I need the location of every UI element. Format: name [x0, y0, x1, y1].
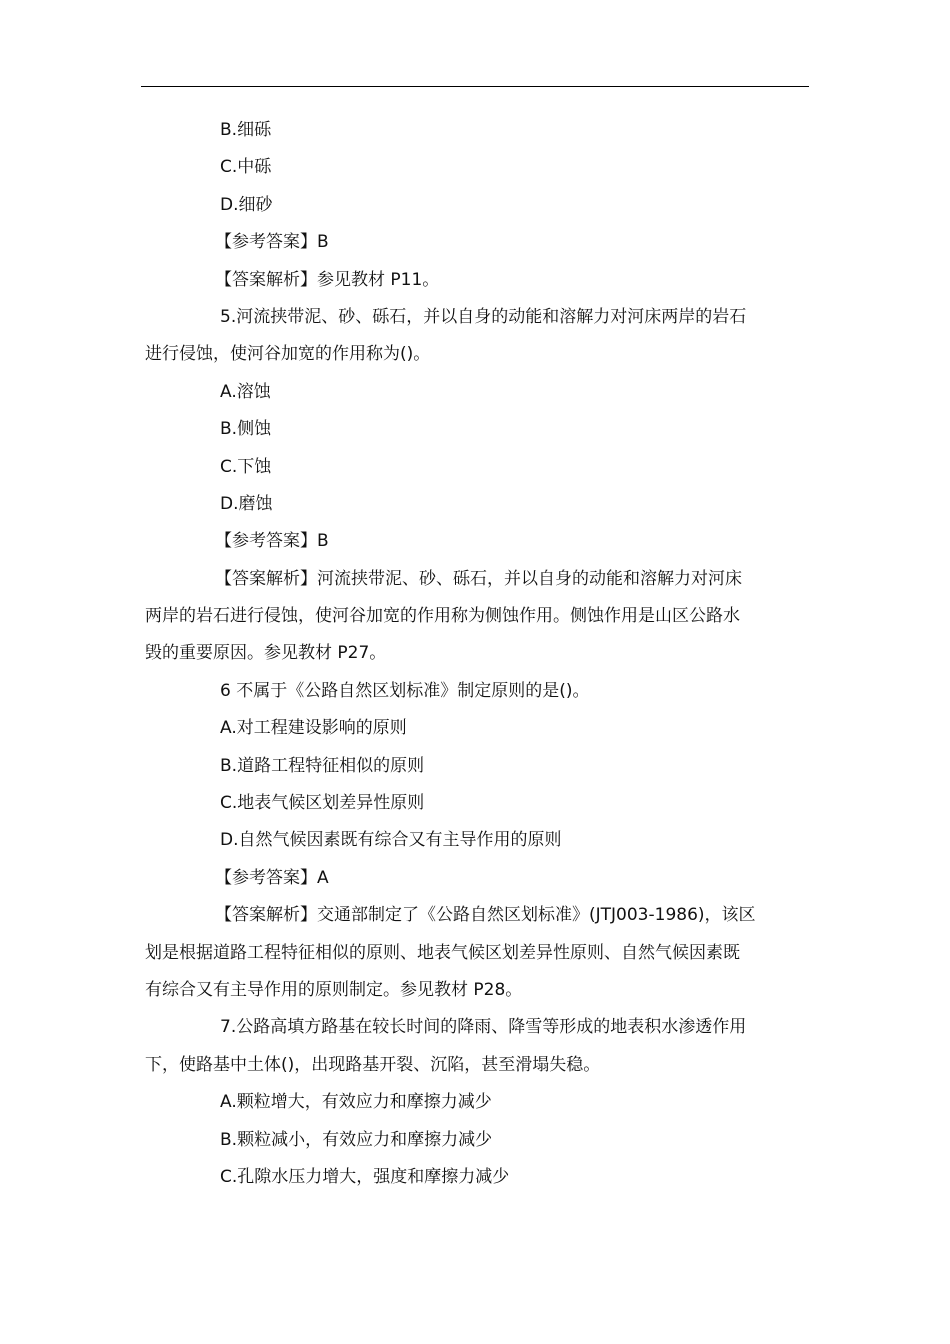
option-c: C.孔隙水压力增大，强度和摩擦力减少 [220, 1166, 510, 1187]
option-d-fine-sand: D.细砂 [220, 194, 273, 215]
answer-explanation: 【答案解析】交通部制定了《公路自然区划标准》(JTJ003-1986)，该区 [215, 905, 756, 926]
answer-explanation-continuation: 划是根据道路工程特征相似的原则、地表气候区划差异性原则、自然气候因素既 [145, 942, 740, 963]
question-7-continuation: 下，使路基中土体()，出现路基开裂、沉陷，甚至滑塌失稳。 [145, 1054, 601, 1075]
option-a: A.对工程建设影响的原则 [220, 718, 407, 739]
option-d: D.磨蚀 [220, 493, 273, 514]
answer-explanation: 【答案解析】河流挟带泥、砂、砾石，并以自身的动能和溶解力对河床 [215, 568, 742, 589]
option-a: A.颗粒增大，有效应力和摩擦力减少 [220, 1092, 492, 1113]
answer-explanation: 【答案解析】参见教材 P11。 [215, 269, 440, 290]
option-a: A.溶蚀 [220, 381, 271, 402]
option-b: B.道路工程特征相似的原则 [220, 755, 425, 776]
option-b: B.侧蚀 [220, 419, 272, 440]
answer-explanation-continuation: 两岸的岩石进行侵蚀，使河谷加宽的作用称为侧蚀作用。侧蚀作用是山区公路水 [145, 606, 740, 627]
option-c: C.下蚀 [220, 456, 272, 477]
header-rule [141, 86, 809, 87]
reference-answer: 【参考答案】B [215, 232, 329, 253]
reference-answer: 【参考答案】A [215, 867, 329, 888]
question-5-continuation: 进行侵蚀，使河谷加宽的作用称为()。 [145, 344, 431, 365]
answer-explanation-continuation: 有综合又有主导作用的原则制定。参见教材 P28。 [145, 979, 523, 1000]
question-7: 7.公路高填方路基在较长时间的降雨、降雪等形成的地表积水渗透作用 [220, 1017, 747, 1038]
option-b: B.颗粒减小，有效应力和摩擦力减少 [220, 1129, 493, 1150]
option-d: D.自然气候因素既有综合又有主导作用的原则 [220, 830, 562, 851]
reference-answer: 【参考答案】B [215, 531, 329, 552]
option-c: C.地表气候区划差异性原则 [220, 793, 425, 814]
option-b-fine-gravel: B.细砾 [220, 120, 272, 140]
document-body [145, 112, 807, 1196]
option-c-medium-gravel: C.中砾 [220, 157, 272, 178]
question-5: 5.河流挟带泥、砂、砾石，并以自身的动能和溶解力对河床两岸的岩石 [220, 306, 747, 327]
answer-explanation-continuation: 毁的重要原因。参见教材 P27。 [145, 643, 387, 664]
question-6: 6 不属于《公路自然区划标准》制定原则的是()。 [220, 680, 590, 701]
